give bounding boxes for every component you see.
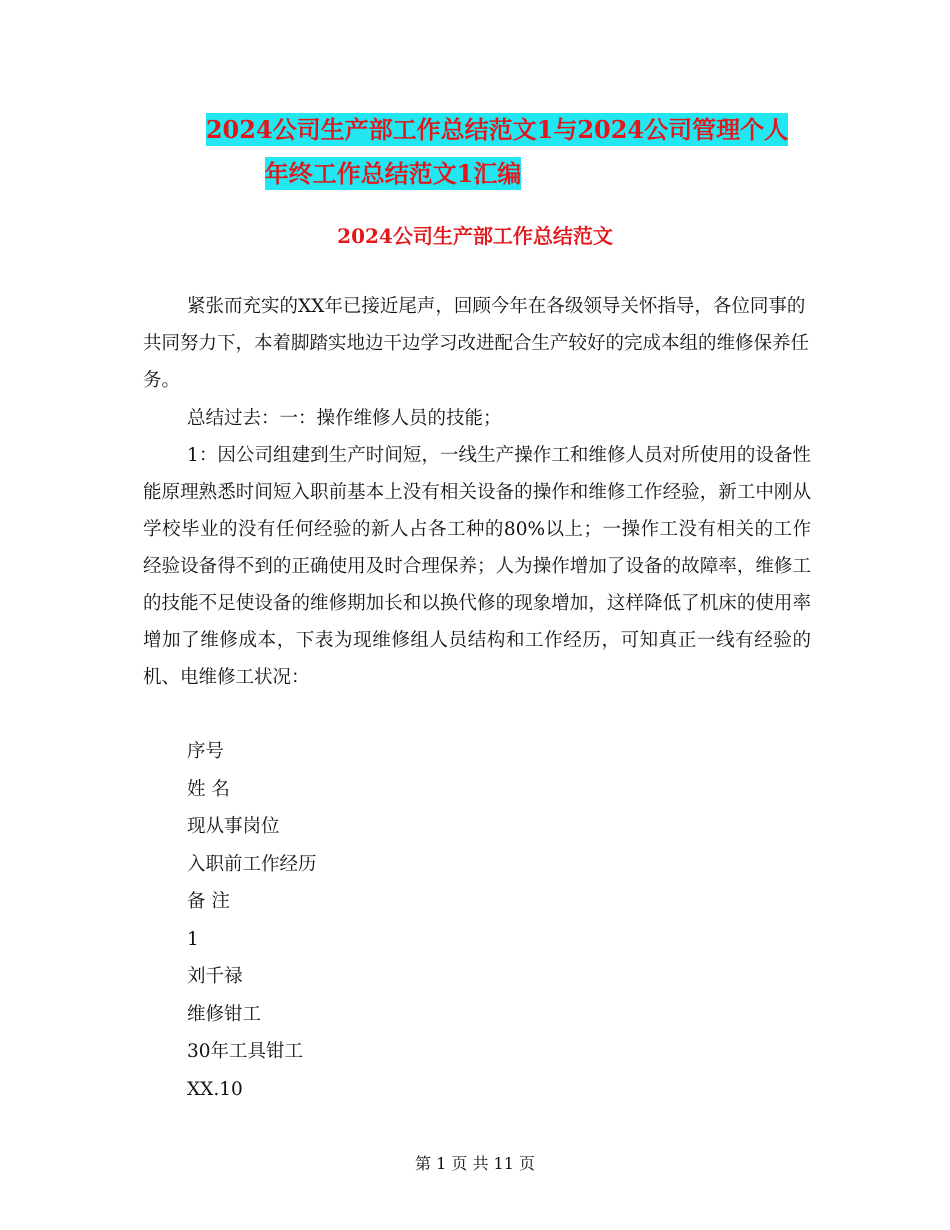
table-cell: 30年工具钳工 bbox=[187, 1041, 304, 1062]
paragraph-summary-heading: 总结过去：一：操作维修人员的技能； bbox=[187, 408, 502, 429]
table-cell: 现从事岗位 bbox=[187, 816, 280, 837]
paragraph-point-1: 1：因公司组建到生产时间短，一线生产操作工和维修人员对所使用的设备性能原理熟悉时间短入职前基本上没有相关设备的操作和维修工作经验，新工中刚从学校毕业的没有任何经验的新人占各工种的80%以上；一操作工没有相关的工作经验设备得不到的正确使用及时合理保养；人为操作增加了设备的故障率，维修工的技能不足使设备的维修期加长和以换代修的现象增加，这样降低了机床的使用率增加了维修成本，下表为现维修组人员结构和工作经历，可知真正一线有经验的机、电维修工状况： bbox=[143, 445, 811, 688]
paragraph-intro: 紧张而充实的XX年已接近尾声，回顾今年在各级领导关怀指导，各位同事的共同努力下，本着脚踏实地边干边学习改进配合生产较好的完成本组的维修保养任务。 bbox=[143, 296, 810, 391]
title-highlight: 2024公司生产部工作总结范文1与2024公司管理个人 bbox=[205, 115, 789, 144]
document-title-line1 bbox=[22, 112, 950, 148]
document-title-line2 bbox=[0, 156, 868, 192]
table-content-lines bbox=[187, 733, 317, 1108]
table-cell: 入职前工作经历 bbox=[187, 853, 317, 875]
table-cell: 刘千禄 bbox=[187, 966, 243, 987]
table-cell: 1 bbox=[187, 928, 199, 950]
table-cell: XX.10 bbox=[187, 1078, 243, 1100]
page-footer: 第 1 页 共 11 页 bbox=[415, 1154, 535, 1173]
title-highlight: 年终工作总结范文1汇编 bbox=[264, 159, 522, 188]
table-cell: 维修钳工 bbox=[187, 1003, 262, 1025]
table-cell: 姓 名 bbox=[187, 778, 230, 800]
section-title: 2024公司生产部工作总结范文 bbox=[337, 224, 613, 248]
table-cell: 序号 bbox=[187, 741, 225, 762]
table-cell: 备 注 bbox=[187, 891, 230, 912]
